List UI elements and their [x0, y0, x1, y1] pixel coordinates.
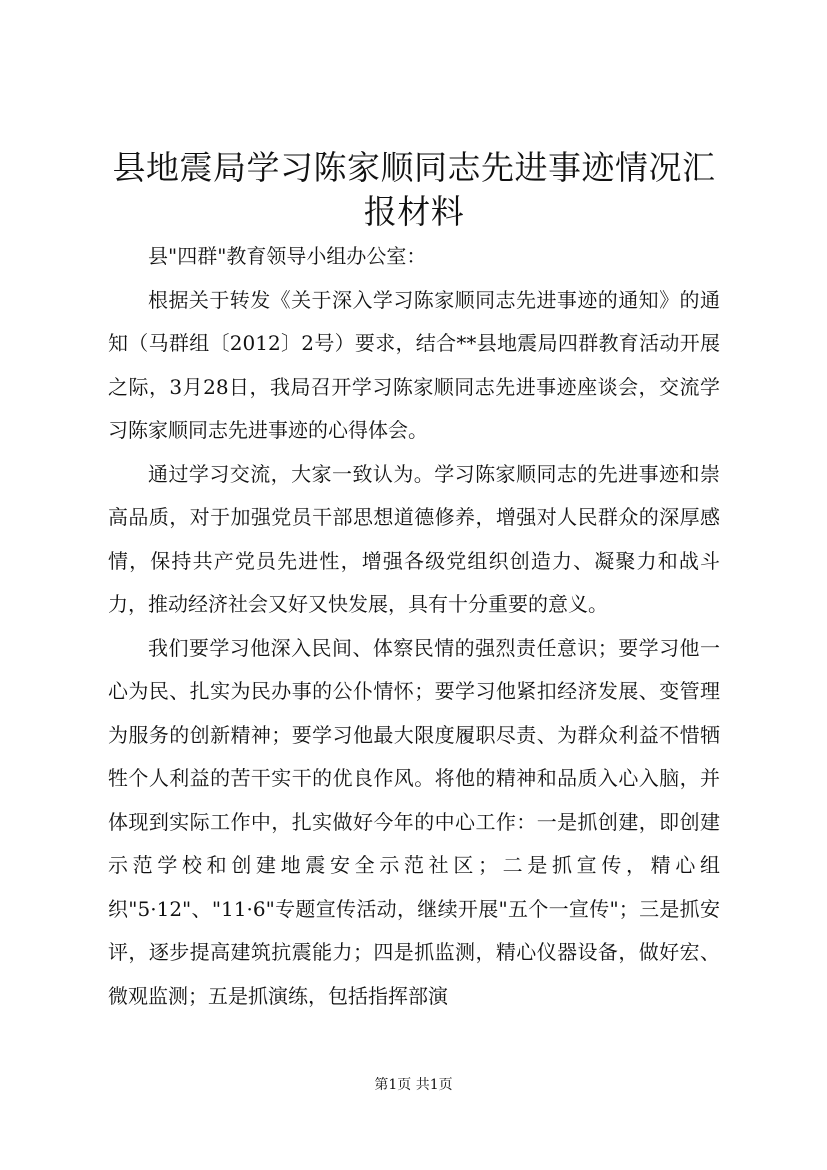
- body-paragraph: 通过学习交流，大家一致认为。学习陈家顺同志的先进事迹和崇高品质，对于加强党员干部思想道德修养，增强对人民群众的深厚感情，保持共产党员先进性，增强各级党组织创造力、凝聚力和战斗力，推动经济社会又好又快发展，具有十分重要的意义。: [108, 461, 720, 616]
- page-number-footer: 第1页 共1页: [374, 1077, 453, 1093]
- body-paragraph: 我们要学习他深入民间、体察民情的强烈责任意识；要学习他一心为民、扎实为民办事的公仆情怀；要学习他紧扣经济发展、变管理为服务的创新精神；要学习他最大限度履职尽责、为群众利益不惜牺牲个人利益的苦干实干的优良作风。将他的精神和品质入心入脑，并体现到实际工作中，扎实做好今年的中心工作：一是抓创建，即创建示范学校和创建地震安全示范社区；二是抓宣传，精心组织"5·12"、"11·6"专题宣传活动，继续开展"五个一宣传"；三是抓安评，逐步提高建筑抗震能力；四是抓监测，精心仪器设备，做好宏、微观监测；五是抓演练，包括指挥部演: [108, 635, 720, 1008]
- salutation-paragraph: 县"四群"教育领导小组办公室：: [148, 244, 427, 268]
- body-paragraph: 根据关于转发《关于深入学习陈家顺同志先进事迹的通知》的通知（马群组〔2012〕2号）要求，结合**县地震局四群教育活动开展之际，3月28日，我局召开学习陈家顺同志先进事迹座谈会，交流学习陈家顺同志先进事迹的心得体会。: [108, 287, 720, 442]
- document-body: [108, 235, 720, 1018]
- document-title: 县地震局学习陈家顺同志先进事迹情况汇报材料: [112, 148, 716, 231]
